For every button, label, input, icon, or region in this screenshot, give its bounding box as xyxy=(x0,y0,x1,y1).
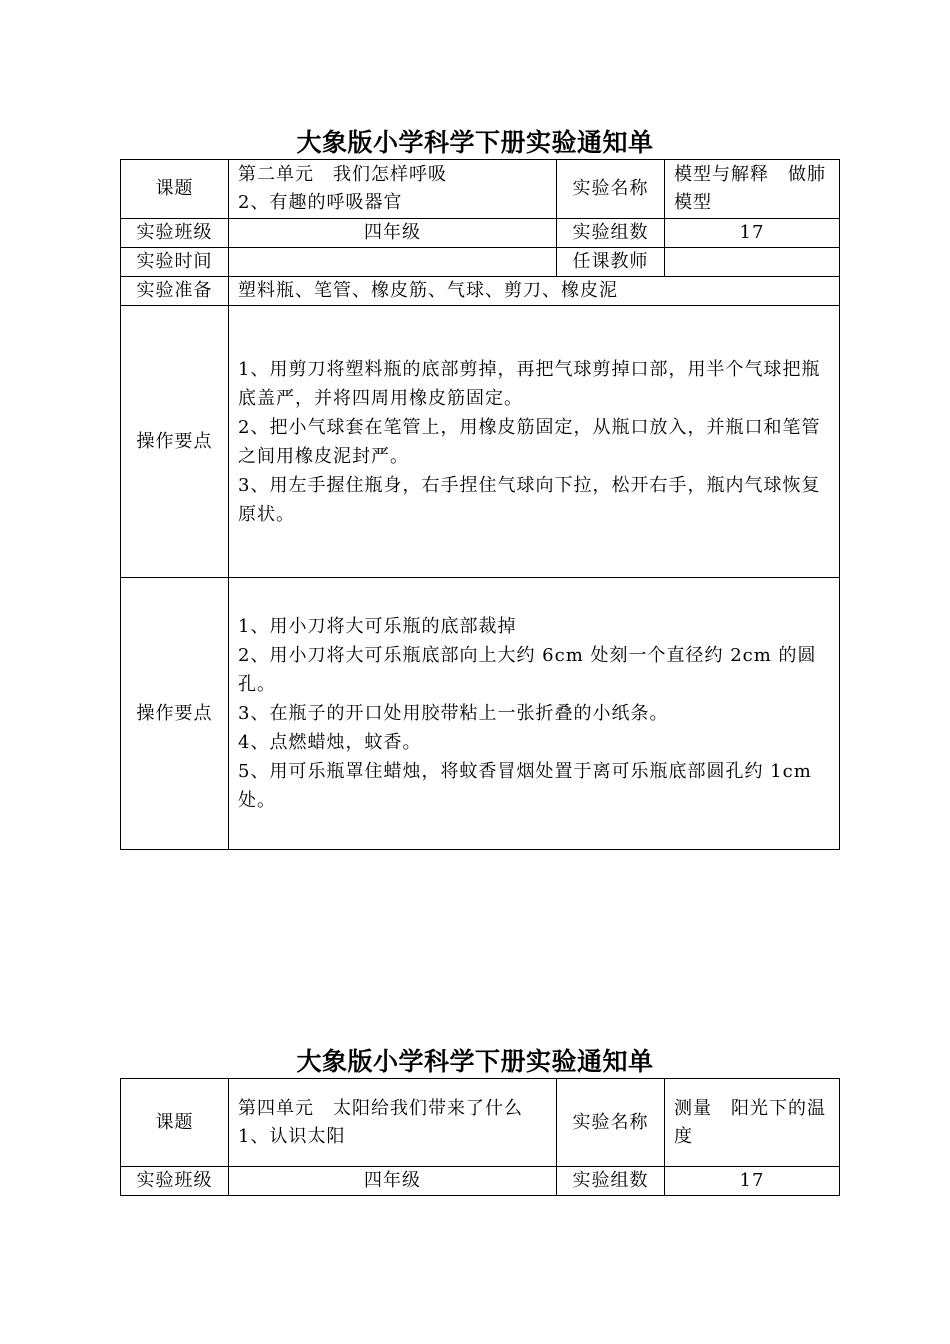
sheet1-ops1-step-3: 3、用左手握住瓶身，右手捏住气球向下拉，松开右手，瓶内气球恢复原状。 xyxy=(238,474,821,525)
sheet1-ops2-step-1: 1、用小刀将大可乐瓶的底部裁掉 xyxy=(238,616,517,637)
sheet1-lesson-value xyxy=(229,160,557,219)
sheet1-ops2-step-2: 2、用小刀将大可乐瓶底部向上大约 6cm 处刻一个直径约 2cm 的圆孔。 xyxy=(238,645,817,695)
sheet1-groups-value: 17 xyxy=(665,219,840,248)
sheet2-class-value: 四年级 xyxy=(229,1167,557,1196)
sheet1-ops2-step-5: 5、用可乐瓶罩住蜡烛，将蚊香冒烟处置于离可乐瓶底部圆孔约 1cm 处。 xyxy=(238,761,812,811)
sheet1-ops1-step-2: 2、把小气球套在笔管上，用橡皮筋固定，从瓶口放入，并瓶口和笔管之间用橡皮泥封严。 xyxy=(238,416,821,467)
sheet1-ops2-step-3: 3、在瓶子的开口处用胶带粘上一张折叠的小纸条。 xyxy=(238,703,669,724)
sheet1-row-prep xyxy=(121,277,840,306)
sheet1-row-ops2 xyxy=(121,578,840,850)
sheet1-class-value: 四年级 xyxy=(229,219,557,248)
sheet1-groups-label: 实验组数 xyxy=(557,219,665,248)
sheet1-ops2-step-4: 4、点燃蜡烛，蚊香。 xyxy=(238,732,422,753)
sheet1-class-label: 实验班级 xyxy=(121,219,229,248)
sheet2-exp-name-label: 实验名称 xyxy=(557,1079,665,1167)
sheet1-lesson-line-1: 第二单元 我们怎样呼吸 xyxy=(238,164,447,185)
sheet1-row-time xyxy=(121,248,840,277)
sheet1-ops2-label: 操作要点 xyxy=(121,578,229,850)
sheet2-groups-label: 实验组数 xyxy=(557,1167,665,1196)
sheet2-lesson-line-2: 1、认识太阳 xyxy=(238,1125,346,1147)
sheet2-lesson-value xyxy=(229,1079,557,1167)
sheet1-title: 大象版小学科学下册实验通知单 xyxy=(296,128,654,157)
sheet1-exp-name-value: 模型与解释 做肺模型 xyxy=(665,160,840,219)
sheet1-ops1-steps xyxy=(229,306,840,578)
sheet2-row-class xyxy=(121,1167,840,1196)
sheet1-row-lesson xyxy=(121,160,840,219)
sheet1-ops1-label: 操作要点 xyxy=(121,306,229,578)
sheet1-row-ops1 xyxy=(121,306,840,578)
sheet2-lesson-label: 课题 xyxy=(121,1079,229,1167)
sheet2-table xyxy=(120,1078,840,1196)
sheet1-teacher-label: 任课教师 xyxy=(557,248,665,277)
sheet1-prep-value: 塑料瓶、笔管、橡皮筋、气球、剪刀、橡皮泥 xyxy=(229,277,840,306)
sheet1-time-value xyxy=(229,248,557,277)
sheet2-row-lesson xyxy=(121,1079,840,1167)
sheet1-lesson-label: 课题 xyxy=(121,160,229,219)
sheet2-groups-value: 17 xyxy=(665,1167,840,1196)
sheet1-lesson-line-2: 2、有趣的呼吸器官 xyxy=(238,192,403,213)
sheet2-title: 大象版小学科学下册实验通知单 xyxy=(296,1047,654,1076)
sheet1-table xyxy=(120,159,840,850)
sheet1-time-label: 实验时间 xyxy=(121,248,229,277)
sheet2-lesson-line-1: 第四单元 太阳给我们带来了什么 xyxy=(238,1097,523,1119)
sheet2-exp-name-value: 测量 阳光下的温度 xyxy=(665,1079,840,1167)
sheet1-ops1-step-1: 1、用剪刀将塑料瓶的底部剪掉，再把气球剪掉口部，用半个气球把瓶底盖严，并将四周用橡皮筋固定。 xyxy=(238,358,821,409)
sheet1-prep-label: 实验准备 xyxy=(121,277,229,306)
sheet1-row-class xyxy=(121,219,840,248)
sheet2-class-label: 实验班级 xyxy=(121,1167,229,1196)
sheet1-exp-name-label: 实验名称 xyxy=(557,160,665,219)
sheet1-teacher-value xyxy=(665,248,840,277)
sheet1-ops2-steps xyxy=(229,578,840,850)
